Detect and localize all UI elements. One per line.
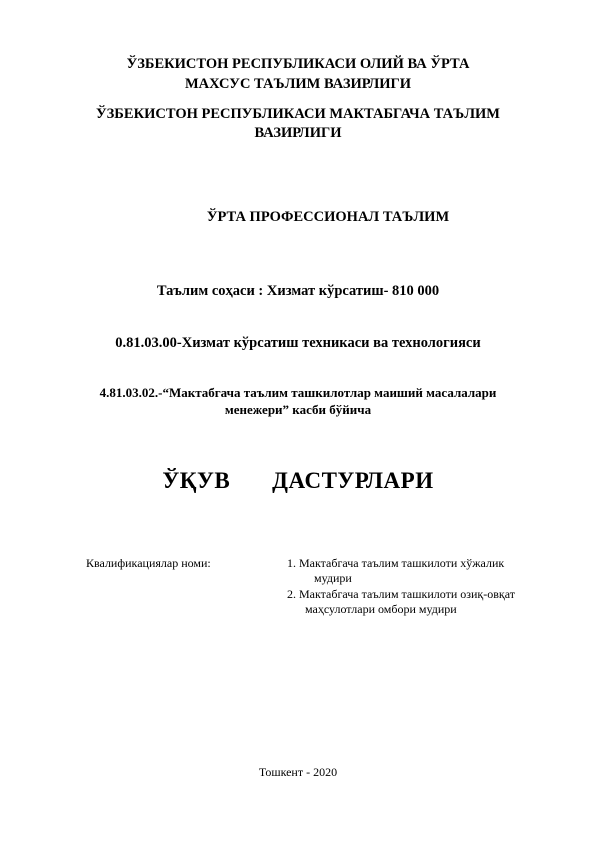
ministry-line-2: МАХСУС ТАЪЛИМ ВАЗИРЛИГИ [184, 76, 412, 92]
profession-line-2: менежери” касби бўйича [224, 402, 372, 417]
title-word-2: ДАСТУРЛАРИ [272, 468, 434, 493]
document-title [0, 468, 596, 494]
qualification-1-line-1: 1. Мактабгача таълим ташкилоти хўжалик [287, 556, 505, 570]
education-level: ЎРТА ПРОФЕССИОНАЛ ТАЪЛИМ [206, 209, 450, 225]
title-word-1: ЎҚУВ [162, 468, 231, 493]
footer-place-year: Тошкент - 2020 [258, 765, 338, 779]
qualification-2-line-1: 2. Мактабгача таълим ташкилоти озиқ-овқат [287, 587, 515, 601]
profession-line-1: 4.81.03.02.-“Мактабгача таълим ташкилотлар маиший масалалари [99, 385, 497, 400]
direction: 0.81.03.00-Хизмат кўрсатиш техникаси ва технологияси [115, 335, 481, 351]
qualification-2-line-2: маҳсулотлари омбори мудири [305, 602, 457, 616]
qualification-1-line-2: мудири [314, 571, 352, 585]
field-of-education: Таълим соҳаси : Хизмат кўрсатиш- 810 000 [156, 283, 440, 299]
ministry2-line-1: ЎЗБЕКИСТОН РЕСПУБЛИКАСИ МАКТАБГАЧА ТАЪЛИМ [96, 106, 500, 122]
qualifications-label: Квалификациялар номи: [86, 556, 211, 570]
ministry2-line-2: ВАЗИРЛИГИ [254, 125, 342, 141]
ministry-line-1: ЎЗБЕКИСТОН РЕСПУБЛИКАСИ ОЛИЙ ВА ЎРТА [126, 56, 470, 72]
